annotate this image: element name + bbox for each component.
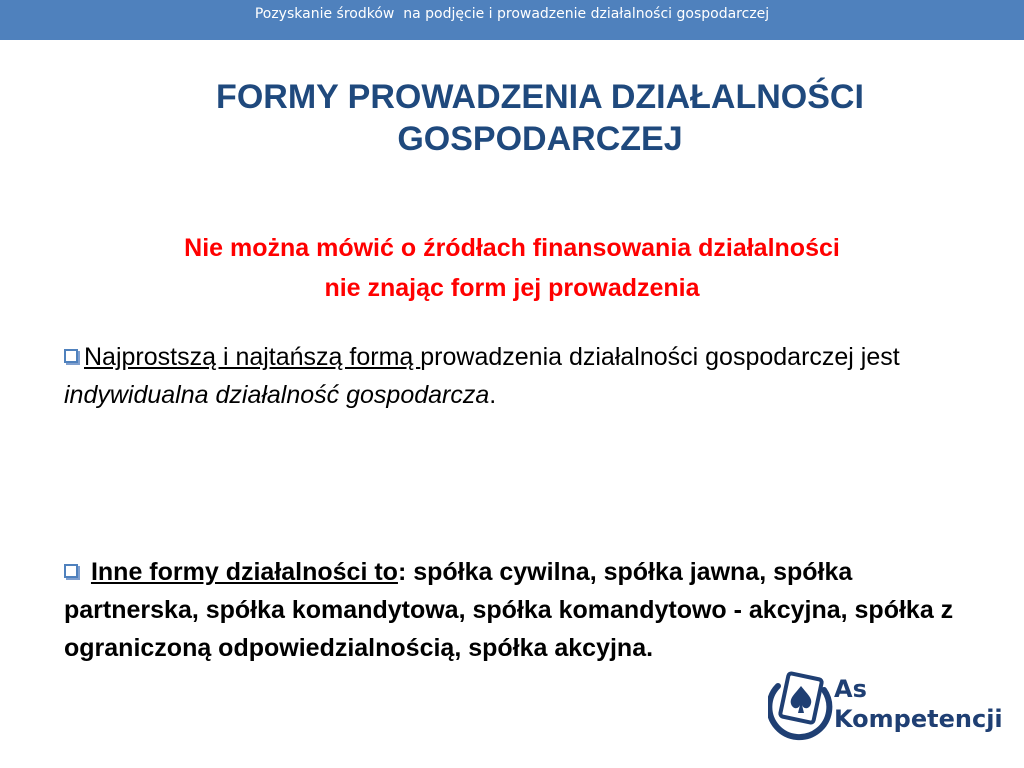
bullet-paragraph-2 xyxy=(64,553,984,667)
logo-text xyxy=(834,674,1003,734)
header-text: Pozyskanie środków na podjęcie i prowadzenie działalności gospodarczej xyxy=(254,6,770,22)
logo-line-1: As xyxy=(834,675,867,703)
paragraph-2-underlined: Inne formy działalności to xyxy=(90,558,398,586)
subtitle-line-2: nie znając form jej prowadzenia xyxy=(324,274,700,302)
paragraph-1-italic: indywidualna działalność gospodarcza xyxy=(64,381,490,409)
subtitle-line-1: Nie można mówić o źródłach finansowania działalności xyxy=(184,234,840,262)
paragraph-1-text: prowadzenia działalności gospodarczej jest xyxy=(420,343,900,371)
paragraph-2-text: : spółka cywilna, spółka jawna, spółka partnerska, spółka komandytowa, spółka komandytowo - akcyjna, spółka z ograniczoną odpowiedzialnością, spółka akcyjna. xyxy=(64,558,954,662)
bullet-paragraph-1 xyxy=(64,338,984,414)
card-spade-icon xyxy=(768,668,834,742)
slide-title xyxy=(140,76,940,160)
square-bullet-icon xyxy=(64,349,78,363)
paragraph-1-end: . xyxy=(489,381,497,409)
paragraph-1-underlined: Najprostszą i najtańszą formą xyxy=(84,343,421,371)
logo-line-2: Kompetencji xyxy=(834,705,1003,733)
header-bar xyxy=(0,0,1024,40)
square-bullet-icon xyxy=(64,564,78,578)
title-line-2: GOSPODARCZEJ xyxy=(397,120,683,158)
logo xyxy=(768,668,1008,742)
title-line-1: FORMY PROWADZENIA DZIAŁALNOŚCI xyxy=(216,78,864,116)
slide-subtitle xyxy=(40,228,984,308)
